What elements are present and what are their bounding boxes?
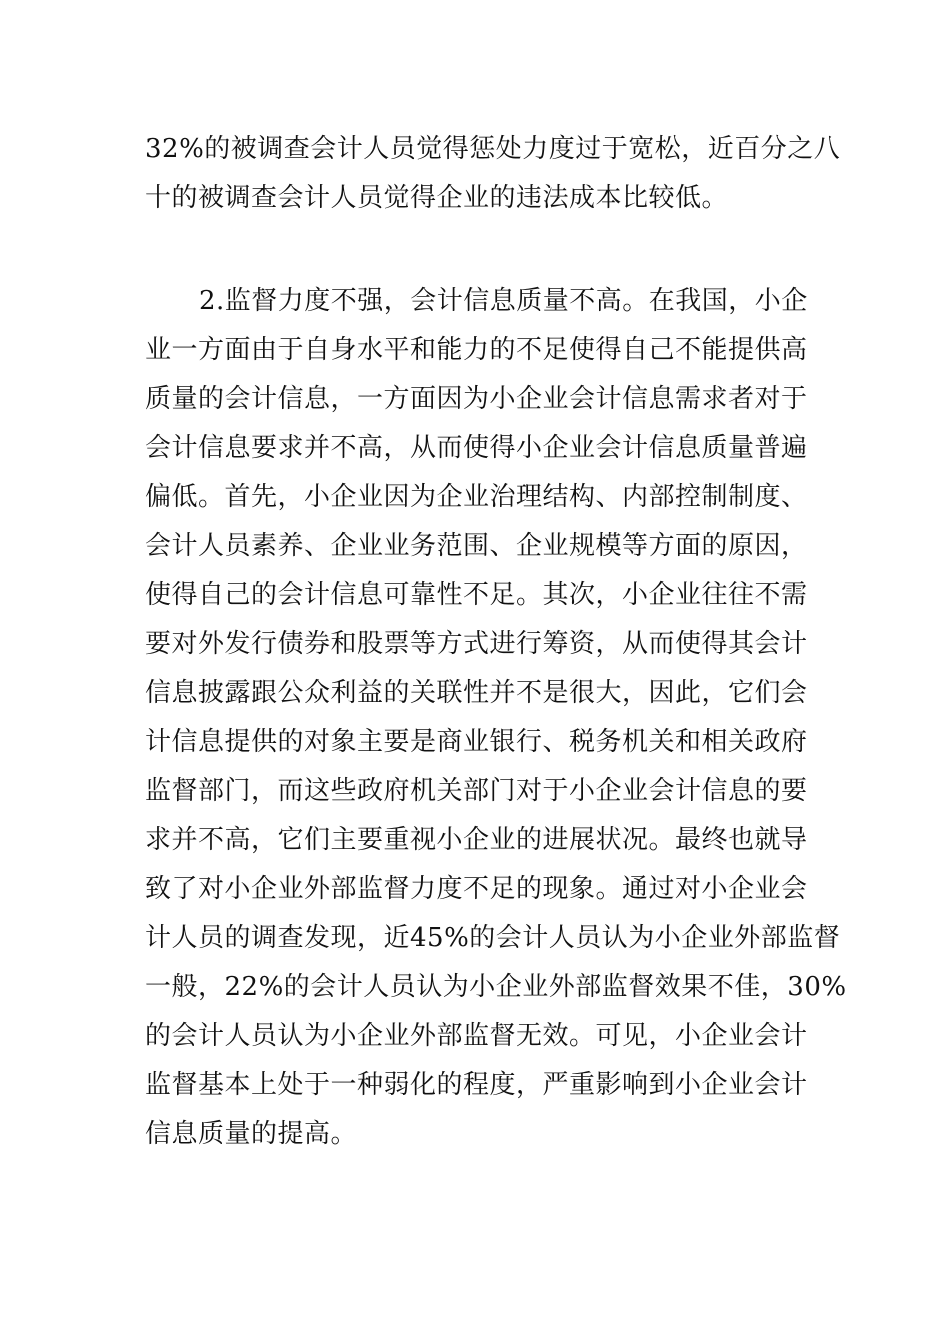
paragraph-2-line: 要对外发行债券和股票等方式进行筹资，从而使得其会计	[145, 629, 808, 659]
paragraph-2-line: 计人员的调查发现，近45%的会计人员认为小企业外部监督	[145, 923, 841, 953]
paragraph-1-line: 32%的被调查会计人员觉得惩处力度过于宽松，近百分之八	[145, 134, 841, 164]
paragraph-2-line: 2.监督力度不强，会计信息质量不高。在我国，小企	[199, 286, 808, 316]
paragraph-2	[145, 277, 847, 1159]
paragraph-2-line: 业一方面由于自身水平和能力的不足使得自己不能提供高	[145, 335, 808, 365]
paragraph-2-line: 监督基本上处于一种弱化的程度，严重影响到小企业会计	[145, 1070, 808, 1100]
paragraph-2-line: 的会计人员认为小企业外部监督无效。可见，小企业会计	[145, 1021, 808, 1051]
paragraph-2-line: 会计人员素养、企业业务范围、企业规模等方面的原因，	[145, 531, 808, 561]
paragraph-2-line: 致了对小企业外部监督力度不足的现象。通过对小企业会	[145, 874, 808, 904]
paragraph-2-line: 计信息提供的对象主要是商业银行、税务机关和相关政府	[145, 727, 808, 757]
paragraph-2-line: 偏低。首先，小企业因为企业治理结构、内部控制制度、	[145, 482, 808, 512]
paragraph-2-line: 求并不高，它们主要重视小企业的进展状况。最终也就导	[145, 825, 808, 855]
paragraph-2-line: 使得自己的会计信息可靠性不足。其次，小企业往往不需	[145, 580, 808, 610]
paragraph-2-line: 信息披露跟公众利益的关联性并不是很大，因此，它们会	[145, 678, 808, 708]
paragraph-2-line: 一般，22%的会计人员认为小企业外部监督效果不佳，30%	[145, 972, 847, 1002]
paragraph-1-line: 十的被调查会计人员觉得企业的违法成本比较低。	[145, 183, 729, 213]
paragraph-1	[145, 125, 841, 223]
paragraph-2-line: 信息质量的提高。	[145, 1119, 358, 1149]
paragraph-2-line: 监督部门，而这些政府机关部门对于小企业会计信息的要	[145, 776, 808, 806]
paragraph-2-line: 会计信息要求并不高，从而使得小企业会计信息质量普遍	[145, 433, 808, 463]
paragraph-2-line: 质量的会计信息，一方面因为小企业会计信息需求者对于	[145, 384, 808, 414]
